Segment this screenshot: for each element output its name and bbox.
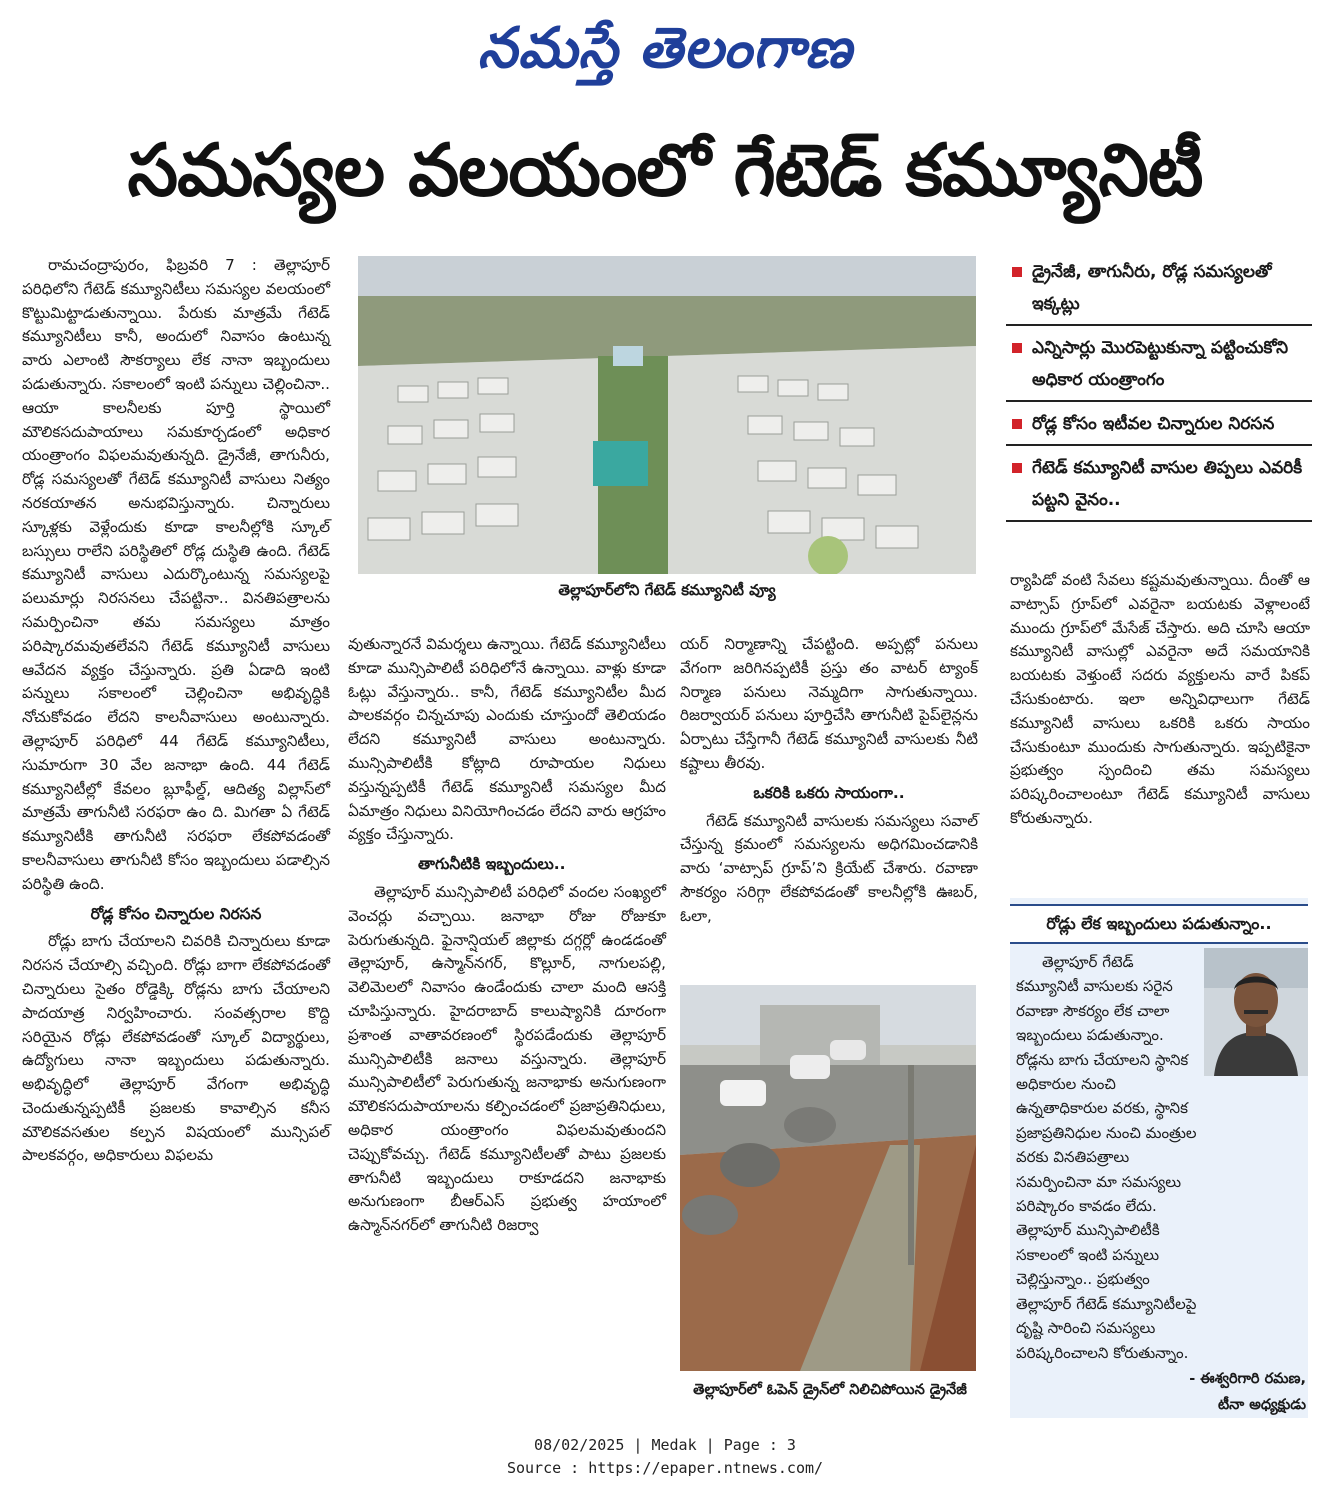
red-square-bullet (1012, 419, 1022, 429)
red-square-bullet (1012, 463, 1022, 473)
column-3-paragraph-1: యర్ నిర్మాణాన్ని చేపట్టింది. అప్పట్లో పనులు వేగంగా జరిగినప్పటికీ ప్రస్తు తం వాటర్ ట్యాంక్ నిర్మాణ పనులు నెమ్మదిగా సాగుతున్నాయి. రిజర్వాయర్ పనులు పూర్తిచేసి తాగునీటి పైప్‌లైన్లను ఏర్పాటు చేస్తేగానీ గేటెడ్ కమ్యూనిటీ వాసులకు నీటి కష్టాలు తీరవు. (680, 635, 978, 772)
aerial-community-photo (358, 256, 976, 574)
column-2-paragraph-1: వుతున్నారనే విమర్శలు ఉన్నాయి. గేటెడ్ కమ్యూనిటీలు కూడా మున్సిపాలిటీ పరిధిలోనే ఉన్నాయి. వాళ్లు కూడా ఓట్లు వేస్తున్నారు.. కానీ, గేటెడ్ కమ్యూనిటీల మీద పాలకవర్గం చిన్నచూపు ఎందుకు చూస్తుందో తెలియడం లేదని కమ్యూనిటీ వాసులు అంటున్నారు. మున్సిపాలిటీకి కోట్లాది రూపాయల నిధులు వస్తున్నప్పటికీ గేటెడ్ కమ్యూనిటీ సమస్యల మీద ఏమాత్రం నిధులు వినియోగించడం లేదని వారు ఆగ్రహం వ్యక్తం చేస్తున్నారు. (348, 635, 666, 844)
subheading-children-protest: రోడ్ల కోసం చిన్నారుల నిరసన (90, 904, 262, 923)
column-2-paragraph-2: తెల్లాపూర్ మున్సిపాలిటీ పరిధిలో వందల సంఖ్యలో వెంచర్లు వచ్చాయి. జనాభా రోజు రోజుకూ పెరుగుతున్నది. ఫైనాన్షియల్ జిల్లాకు దగ్గర్లో ఉండడంతో తెల్లాపూర్, ఉస్మాన్‌నగర్, కొల్లూర్, నాగులపల్లి, వెలిమెలలో నివాసం ఉండేందుకు చాలా మంది ఆసక్తి చూపిస్తున్నారు. హైదరాబాద్ కాలుష్యానికి దూరంగా ప్రశాంత వాతావరణంలో స్థిరపడేందుకు తెల్లాపూర్ మున్సిపాలిటీకి జనాలు వస్తున్నారు. తెల్లాపూర్ మున్సిపాలిటీలో పెరుగుతున్న జనాభాకు అనుగుణంగా మౌలికసదుపాయాలను కల్పించడంలో ప్రజాప్రతినిధులు, అధికార యంత్రాంగం విఫలమవుతుందని చెప్పుకోవచ్చు. గేటెడ్ కమ్యూనిటీలతో పాటు ప్రజలకు తాగునీటి ఇబ్బందులు రాకూడదని జనాభాకు అనుగుణంగా బీఆర్‌ఎస్ ప్రభుత్వ హయాంలో ఉస్మాన్‌నగర్‌లో తాగునీటి రిజర్వా (348, 882, 666, 1235)
article-column-1 (22, 254, 330, 1168)
highlight-item: డ్రైనేజీ, తాగునీరు, రోడ్ల సమస్యలతో ఇక్కట్లు (1006, 256, 1312, 326)
quote-box-text (1016, 950, 1306, 1365)
article-headline: సమస్యల వలయంలో గేటెడ్ కమ్యూనిటీ (127, 128, 1203, 212)
column-4-paragraph-1: ర్యాపిడో వంటి సేవలు కష్టమవుతున్నాయి. దీంతో ఆ వాట్సాప్ గ్రూప్‌లో ఎవరైనా బయటకు వెళ్లాలంటే ముందు గ్రూప్‌లో మేసేజ్ చేస్తారు. అది చూసి ఆయా కమ్యూనిటీ వాసుల్లో ఎవరైనా అదే సమయానికి బయటకు వెళ్తుంటే సదరు వ్యక్తులను వారే పికప్ చేసుకుంటారు. ఇలా అన్నివిధాలుగా గేటెడ్ కమ్యూనిటీ వాసులు ఒకరికి ఒకరు సాయం చేసుకుంటూ ముందుకు సాగుతున్నారు. ఇప్పటికైనా ప్రభుత్వం స్పందించి తమ సమస్యలు పరిష్కరించాలంటూ గేటెడ్ కమ్యూనిటీ వాసులు కోరుతున్నారు. (1010, 571, 1310, 827)
newspaper-masthead: నమస్తే తెలంగాణ (477, 15, 853, 81)
subheading-drinking-water: తాగునీటికి ఇబ్బందులు.. (418, 855, 566, 874)
article-column-3 (680, 633, 978, 929)
signature-role: టీనా అధ్యక్షుడు (1217, 1397, 1306, 1413)
highlight-item: ఎన్నిసార్లు మొరపెట్టుకున్నా పట్టించుకోని అధికార యంత్రాంగం (1006, 332, 1312, 402)
footer-source: Source : https://epaper.ntnews.com/ (506, 1459, 824, 1477)
highlight-item: రోడ్ల కోసం ఇటీవల చిన్నారుల నిరసన (1006, 408, 1312, 446)
photo-caption-aerial: తెల్లాపూర్‌లోని గేటెడ్ కమ్యూనిటీ వ్యూ (558, 581, 776, 599)
column-1-paragraph-2: రోడ్లు బాగు చేయాలని చివరికి చిన్నారులు కూడా నిరసన చేయాల్సి వచ్చింది. రోడ్లు బాగా లేకపోవడంతో చిన్నారులు సైతం రోడ్డెక్కి రోడ్లను బాగు చేయాలని పాదయాత్ర నిర్వహించారు. సంవత్సరాల కొద్ది సరియైన రోడ్లు లేకపోవడంతో స్కూల్ విద్యార్థులు, ఉద్యోగులు నానా ఇబ్బందులు పడుతున్నారు. అభివృద్ధిలో తెల్లాపూర్ వేగంగా అభివృద్ధి చెందుతున్నప్పటికీ ప్రజలకు కావాల్సిన కనీస మౌలికవసతుల కల్పన విషయంలో మున్సిపల్ పాలకవర్గం, అధికారులు విఫలమ (22, 932, 330, 1165)
signature-name: - ఈశ్వరిగారి రమణ, (1189, 1371, 1306, 1387)
highlight-item: గేటెడ్ కమ్యూనిటీ వాసుల తిప్పలు ఎవరికీ పట్టని వైనం.. (1006, 452, 1312, 522)
quote-box-title: రోడ్లు లేక ఇబ్బందులు పడుతున్నాం.. (1010, 904, 1308, 944)
red-square-bullet (1012, 267, 1022, 277)
article-column-4 (1010, 569, 1310, 831)
photo-caption-drain: తెల్లాపూర్‌లో ఓపెన్ డ్రైన్‌లో నిలిచిపోయిన డ్రైనేజీ (693, 1382, 967, 1398)
quote-signature (1080, 1366, 1306, 1418)
footer-date-edition: 08/02/2025 | Medak | Page : 3 (534, 1436, 796, 1454)
column-3-paragraph-2: గేటెడ్ కమ్యూనిటీ వాసులకు సమస్యలు సవాల్ చేస్తున్న క్రమంలో సమస్యలను అధిగమించడానికి వారు ‘వాట్సాప్ గ్రూప్’ని క్రియేట్ చేశారు. రవాణా సౌకర్యం సరిగ్గా లేకపోవడంతో కాలనీల్లోకి ఊబర్, ఓలా, (680, 811, 978, 925)
quote-text: తెల్లాపూర్ గేటెడ్ కమ్యూనిటీ వాసులకు సరైన రవాణా సౌకర్యం లేక చాలా ఇబ్బందులు పడుతున్నాం. రోడ్లను బాగు చేయాలని స్థానిక అధికారుల నుంచి ఉన్నతాధికారుల వరకు, స్థానిక ప్రజాప్రతినిధుల నుంచి మంత్రుల వరకు వినతిపత్రాలు సమర్పించినా మా సమస్యలు పరిష్కారం కావడం లేదు. తెల్లాపూర్ మున్సిపాలిటీకి సకాలంలో ఇంటి పన్నులు చెల్లిస్తున్నాం.. ప్రభుత్వం తెల్లాపూర్ గేటెడ్ కమ్యూనిటీలపై దృష్టి సారించి సమస్యలు పరిష్కరించాలని కోరుతున్నాం. (1016, 953, 1197, 1362)
column-1-paragraph-1: రామచంద్రాపురం, ఫిబ్రవరి 7 : తెల్లాపూర్ పరిధిలోని గేటెడ్ కమ్యూనిటీలు సమస్యల వలయంలో కొట్టుమిట్టాడుతున్నాయి. పేరుకు మాత్రమే గేటెడ్ కమ్యూనిటీలు కానీ, అందులో నివాసం ఉంటున్న వారు ఎలాంటి సౌకర్యాలు లేక నానా ఇబ్బందులు పడుతున్నారు. సకాలంలో ఇంటి పన్నులు చెల్లించినా.. ఆయా కాలనీలకు పూర్తి స్థాయిలో మౌలికసదుపాయాలు సమకూర్చడంలో అధికార యంత్రాంగం విఫలమవుతున్నది. డ్రైనేజీ, తాగునీరు, రోడ్ల సమస్యలతో గేటెడ్ కమ్యూనిటీ వాసులు నిత్యం నరకయాతన అనుభవిస్తున్నారు. చిన్నారులు స్కూళ్లకు వెళ్లేందుకు కూడా కాలనీల్లోకి స్కూల్ బస్సులు రాలేని పరిస్థితిలో రోడ్ల దుస్థితి ఉంది. గేటెడ్ కమ్యూనిటీ వాసులు ఎదుర్కొంటున్న సమస్యలపై పలుమార్లు నిరసనలు చేపట్టినా.. వినతిపత్రాలను సమర్పించినా తమ సమస్యలు మాత్రం పరిష్కారమవుతలేవని గేటెడ్ కమ్యూనిటీ వాసులు ఆవేదన వ్యక్తం చేస్తున్నారు. ప్రతి ఏడాది ఇంటి పన్నులు సకాలంలో చెల్లించినా అభివృద్ధికి నోచుకోవడం లేదని కాలనీవాసులు అంటున్నారు. తెల్లాపూర్ పరిధిలో 44 గేటెడ్ కమ్యూనిటీలు, సుమారుగా 30 వేల జనాభా ఉంది. 44 గేటెడ్ కమ్యూనిటీల్లో కేవలం బ్లూఫీల్డ్, ఆదిత్య విల్లాస్‌లో మాత్రమే తాగునీటి సరఫరా ఉం ది. మిగతా ఏ గేటెడ్ కమ్యూనిటీకి తాగునీటి సరఫరా లేకపోవడంతో కాలనీవాసులు తాగునీటి కోసం ఇబ్బందులు పడాల్సిన పరిస్థితి ఉంది. (22, 256, 330, 893)
article-column-2 (348, 633, 666, 1238)
highlights-list (1006, 256, 1312, 528)
open-drain-photo (680, 985, 976, 1371)
red-square-bullet (1012, 343, 1022, 353)
subheading-mutual-help: ఒకరికి ఒకరు సాయంగా.. (753, 783, 905, 802)
